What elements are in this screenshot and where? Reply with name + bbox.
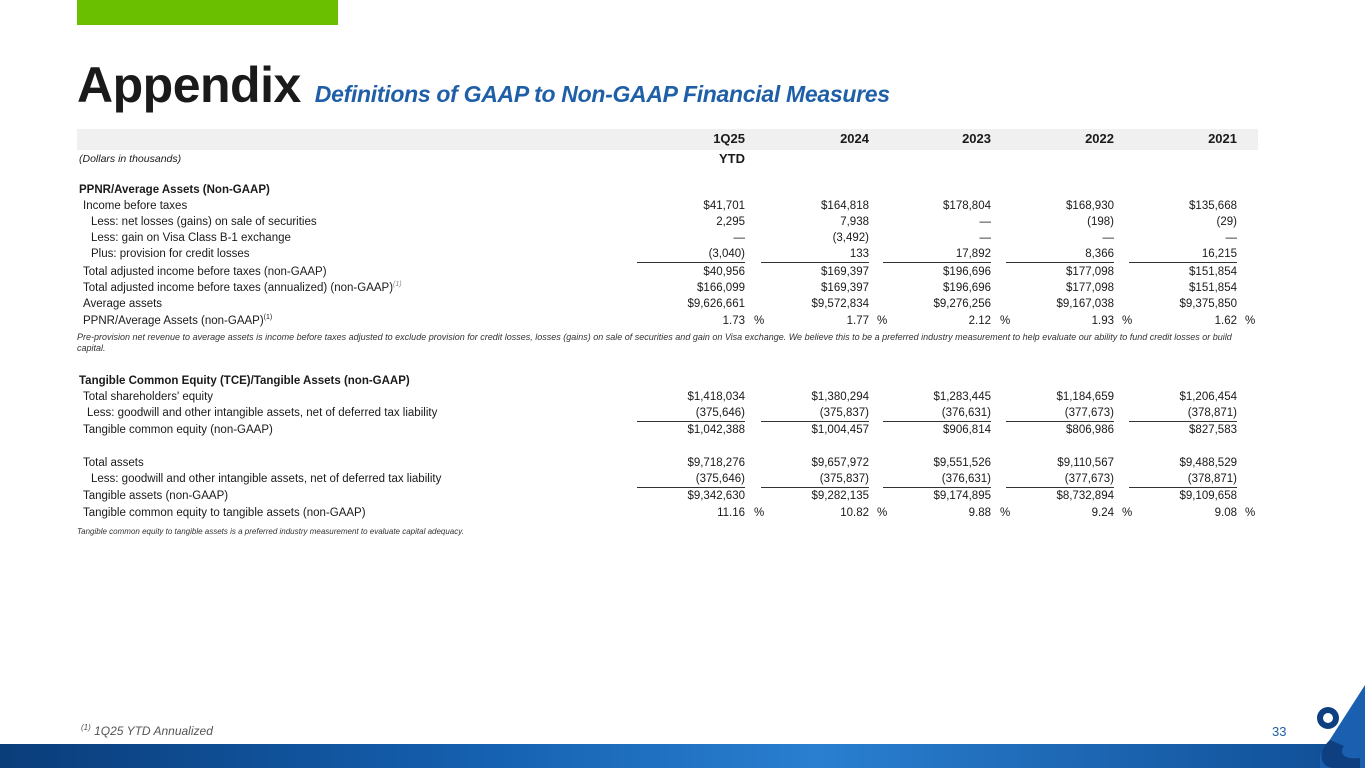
table-row (77, 214, 1258, 230)
cell-2022: $9,110,567 (1057, 457, 1114, 469)
cell-1q25: $1,418,034 (687, 391, 745, 403)
footer-band (0, 744, 1365, 768)
percent-sign: % (1122, 507, 1133, 519)
cell-2023: $9,551,526 (933, 457, 991, 469)
section-title: Tangible Common Equity (TCE)/Tangible Assets (non-GAAP) (79, 375, 410, 387)
row-label: Total assets (83, 457, 144, 469)
row-label-ppnr (83, 313, 272, 329)
section-note-tce: Tangible common equity to tangible assets is a preferred industry measurement to evaluate capital adequacy. (77, 527, 464, 536)
cell-2024: 7,938 (840, 216, 869, 228)
row-label: Total adjusted income before taxes (annualized) (non-GAAP) (83, 282, 394, 294)
title-main: Appendix (77, 57, 301, 113)
percent-sign: % (1245, 507, 1256, 519)
cell-2021: $9,375,850 (1179, 298, 1237, 310)
accent-bar (77, 0, 338, 25)
col-header-2023: 2023 (962, 131, 991, 146)
section-note-ppnr: Pre-provision net revenue to average assets is income before taxes adjusted to exclude provision for credit losses, losses (gains) on sale of securities and gain on Visa exchange. We believe this to be a preferred industry measurement to help evaluate our ability to fund credit losses or build capital. (77, 332, 1232, 353)
ampersand-logo-icon (1300, 680, 1365, 768)
cell-2022: — (1102, 232, 1114, 244)
footnote-text: 1Q25 YTD Annualized (94, 724, 213, 738)
cell-1q25: $9,626,661 (687, 298, 745, 310)
page-title (77, 56, 890, 114)
percent-sign: % (1245, 315, 1256, 327)
cell-1q25: 11.16 (717, 507, 745, 519)
row-label: Less: goodwill and other intangible assets, net of deferred tax liability (87, 407, 438, 419)
cell-2023: $178,804 (943, 200, 991, 212)
table-row (77, 422, 1258, 438)
table-row (77, 488, 1258, 504)
cell-2024: 133 (761, 246, 869, 263)
cell-2022: 8,366 (1006, 246, 1114, 263)
table-row (77, 313, 1258, 329)
col-header-2024: 2024 (840, 131, 869, 146)
cell-2021: $1,206,454 (1179, 391, 1237, 403)
table-row (77, 455, 1258, 471)
cell-2022: (377,673) (1006, 405, 1114, 422)
row-label: Plus: provision for credit losses (91, 248, 250, 260)
row-label: Less: gain on Visa Class B-1 exchange (91, 232, 291, 244)
cell-2021: (378,871) (1129, 405, 1237, 422)
cell-2023: (376,631) (883, 405, 991, 422)
cell-2024: $169,397 (821, 282, 869, 294)
cell-2024: $1,380,294 (811, 391, 869, 403)
cell-2022: (377,673) (1006, 471, 1114, 488)
footnote (81, 724, 213, 738)
cell-2022: (198) (1087, 216, 1114, 228)
cell-1q25: $9,718,276 (687, 457, 745, 469)
cell-2023: (376,631) (883, 471, 991, 488)
table-header-row (77, 131, 1258, 147)
row-label: Total shareholders' equity (83, 391, 214, 403)
cell-2022: $8,732,894 (1056, 490, 1114, 502)
superscript-marker: (1) (393, 281, 402, 289)
cell-2023: $9,276,256 (933, 298, 991, 310)
percent-sign: % (754, 507, 765, 519)
title-subtitle: Definitions of GAAP to Non-GAAP Financial Measures (314, 81, 890, 107)
footnote-marker: (1) (81, 723, 91, 732)
cell-1q25: $41,701 (703, 200, 745, 212)
ytd-label: YTD (719, 151, 745, 166)
cell-2024: (375,837) (761, 405, 869, 422)
cell-1q25: $1,042,388 (687, 424, 745, 436)
cell-2022: 1.93 (1091, 315, 1114, 327)
cell-2024: $9,657,972 (811, 457, 869, 469)
cell-1q25: (375,646) (637, 471, 745, 488)
cell-1q25: 1.73 (722, 315, 745, 327)
row-label: Less: net losses (gains) on sale of securities (91, 216, 317, 228)
table-row (77, 389, 1258, 405)
col-header-2021: 2021 (1208, 131, 1237, 146)
cell-2023: — (979, 232, 991, 244)
cell-1q25: (3,040) (637, 246, 745, 263)
section-title: PPNR/Average Assets (Non-GAAP) (79, 184, 270, 196)
percent-sign: % (877, 315, 888, 327)
cell-2022: $9,167,038 (1056, 298, 1114, 310)
row-label: Income before taxes (83, 200, 188, 212)
row-label: PPNR/Average Assets (non-GAAP) (83, 315, 264, 327)
cell-1q25: (375,646) (637, 405, 745, 422)
units-row (77, 151, 1258, 167)
percent-sign: % (877, 507, 888, 519)
row-label: Tangible common equity to tangible assets (non-GAAP) (83, 507, 366, 519)
cell-2023: $9,174,895 (933, 490, 991, 502)
page-number: 33 (1272, 724, 1287, 739)
percent-sign: % (754, 315, 765, 327)
cell-2023: $1,283,445 (933, 391, 991, 403)
cell-2023: 17,892 (883, 246, 991, 263)
superscript-marker: (1) (263, 314, 273, 322)
cell-1q25: 2,295 (716, 216, 745, 228)
cell-2022: $177,098 (1066, 266, 1114, 278)
cell-1q25: — (733, 232, 745, 244)
cell-2023: $196,696 (943, 282, 991, 294)
section-title-ppnr (77, 182, 1258, 198)
row-label: Total adjusted income before taxes (non-GAAP) (83, 266, 327, 278)
cell-2022: $177,098 (1066, 282, 1114, 294)
cell-2021: (378,871) (1129, 471, 1237, 488)
table-row (77, 505, 1258, 521)
cell-2024: 10.82 (840, 507, 869, 519)
row-label-annualized (83, 280, 402, 296)
units-note: (Dollars in thousands) (79, 153, 182, 165)
cell-2021: 16,215 (1129, 246, 1237, 263)
cell-2024: (3,492) (832, 232, 869, 244)
cell-2021: $9,109,658 (1179, 490, 1237, 502)
cell-2022: 9.24 (1091, 507, 1114, 519)
percent-sign: % (1000, 315, 1011, 327)
row-label: Less: goodwill and other intangible assets, net of deferred tax liability (91, 473, 442, 485)
cell-2022: $168,930 (1066, 200, 1114, 212)
cell-2021: $9,488,529 (1179, 457, 1237, 469)
cell-2024: 1.77 (846, 315, 869, 327)
table-row (77, 471, 1258, 487)
cell-2021: $827,583 (1189, 424, 1237, 436)
row-label: Average assets (83, 298, 163, 310)
cell-2021: $135,668 (1189, 200, 1237, 212)
cell-2021: — (1225, 232, 1237, 244)
cell-1q25: $166,099 (697, 282, 745, 294)
cell-2023: 2.12 (968, 315, 991, 327)
cell-2023: 9.88 (968, 507, 991, 519)
cell-2024: $9,282,135 (811, 490, 869, 502)
cell-2021: 9.08 (1214, 507, 1237, 519)
percent-sign: % (1122, 315, 1133, 327)
cell-2024: $164,818 (821, 200, 869, 212)
row-label: Tangible assets (non-GAAP) (83, 490, 229, 502)
cell-2024: $1,004,457 (811, 424, 869, 436)
row-label: Tangible common equity (non-GAAP) (83, 424, 273, 436)
cell-2021: 1.62 (1214, 315, 1237, 327)
table-row (77, 280, 1258, 296)
cell-2022: $1,184,659 (1056, 391, 1114, 403)
cell-2024: (375,837) (761, 471, 869, 488)
cell-2023: $906,814 (943, 424, 991, 436)
percent-sign: % (1000, 507, 1011, 519)
table-row (77, 296, 1258, 312)
table-row (77, 198, 1258, 214)
cell-1q25: $9,342,630 (687, 490, 745, 502)
cell-1q25: $40,956 (703, 266, 745, 278)
cell-2023: — (979, 216, 991, 228)
cell-2021: (29) (1216, 216, 1237, 228)
cell-2021: $151,854 (1189, 282, 1237, 294)
table-row (77, 405, 1258, 421)
section-title-tce (77, 373, 1258, 389)
col-header-1q25: 1Q25 (713, 131, 745, 146)
cell-2022: $806,986 (1066, 424, 1114, 436)
table-row (77, 246, 1258, 262)
cell-2023: $196,696 (943, 266, 991, 278)
col-header-2022: 2022 (1085, 131, 1114, 146)
table-row (77, 264, 1258, 280)
table-row (77, 230, 1258, 246)
cell-2024: $9,572,834 (811, 298, 869, 310)
cell-2024: $169,397 (821, 266, 869, 278)
cell-2021: $151,854 (1189, 266, 1237, 278)
